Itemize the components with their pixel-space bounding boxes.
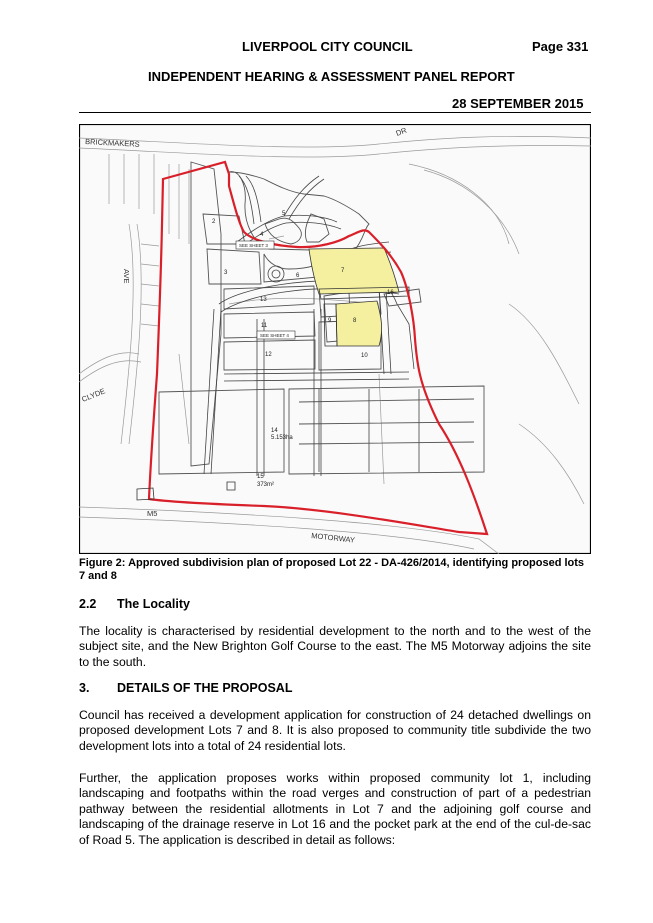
lot-label-5: 5 (282, 211, 286, 217)
lot-label-8: 8 (353, 318, 357, 324)
lot-label-14: 14 (271, 428, 278, 434)
locality-paragraph: The locality is characterised by residential development to the north and to the west of the subject site, and the New Brighton Golf Course to the east. The M5 Motorway adjoins the site to the south. (79, 624, 591, 669)
lot-label-7: 7 (341, 268, 345, 274)
lot-8-highlight (336, 301, 382, 346)
section-2-2-number: 2.2 (79, 597, 97, 611)
lot-label-11: 11 (261, 323, 268, 329)
report-title: INDEPENDENT HEARING & ASSESSMENT PANEL REPORT (148, 69, 515, 84)
road-label-brickmakers: BRICKMAKERS (84, 137, 140, 149)
section-3-title: DETAILS OF THE PROPOSAL (117, 681, 293, 695)
proposal-paragraph-1: Council has received a development application for construction of 24 detached dwellings on proposed development Lots 7 and 8. It is also proposed to community title subdivide the two development lots into a total of 24 residential lots. (79, 708, 591, 753)
lot-label-9: 9 (328, 318, 332, 324)
lot-label-2: 2 (212, 219, 216, 225)
lot-label-10: 10 (361, 353, 368, 359)
road-label-motorway: MOTORWAY (310, 531, 356, 545)
road-label-m5: M5 (147, 509, 158, 518)
lot-label-12: 12 (265, 352, 272, 358)
report-date: 28 SEPTEMBER 2015 (452, 96, 584, 111)
lot-label-15: 15 (257, 474, 264, 480)
lot-7-highlight (309, 248, 399, 294)
lot-label-3: 3 (224, 270, 228, 276)
lot-14-area: 5.153ha (271, 435, 293, 441)
header-rule (79, 112, 591, 113)
road-label-ave: AVE (122, 269, 131, 284)
council-name: LIVERPOOL CITY COUNCIL (242, 39, 413, 54)
road-label-dr: DR (394, 125, 408, 138)
see-sheet-3-label: SEE SHEET 3 (239, 243, 268, 248)
figure-caption: Figure 2: Approved subdivision plan of proposed Lot 22 - DA-426/2014, identifying proposed lots 7 and 8 (79, 557, 585, 582)
page-number: Page 331 (532, 39, 589, 54)
see-sheet-4-label: SEE SHEET 4 (260, 333, 289, 338)
lot-label-4: 4 (260, 232, 264, 238)
lot-label-13: 13 (260, 297, 267, 303)
section-2-2-title: The Locality (117, 597, 190, 611)
section-3-number: 3. (79, 681, 90, 695)
subdivision-plan (79, 124, 591, 554)
proposal-paragraph-2: Further, the application proposes works within proposed community lot 1, including landscaping and footpaths within the road verges and construction of part of a pedestrian pathway between the residential allotments in Lot 7 and the adjoining golf course and landscaping of the drainage reserve in Lot 16 and the pocket park at the end of the cul-de-sac of Road 5. The application is described in detail as follows: (79, 771, 591, 847)
lot-label-16: 16 (387, 290, 394, 296)
lot-15-area: 373m² (257, 482, 275, 488)
road-label-clyde: CLYDE (80, 386, 107, 404)
lot-label-6: 6 (296, 273, 300, 279)
